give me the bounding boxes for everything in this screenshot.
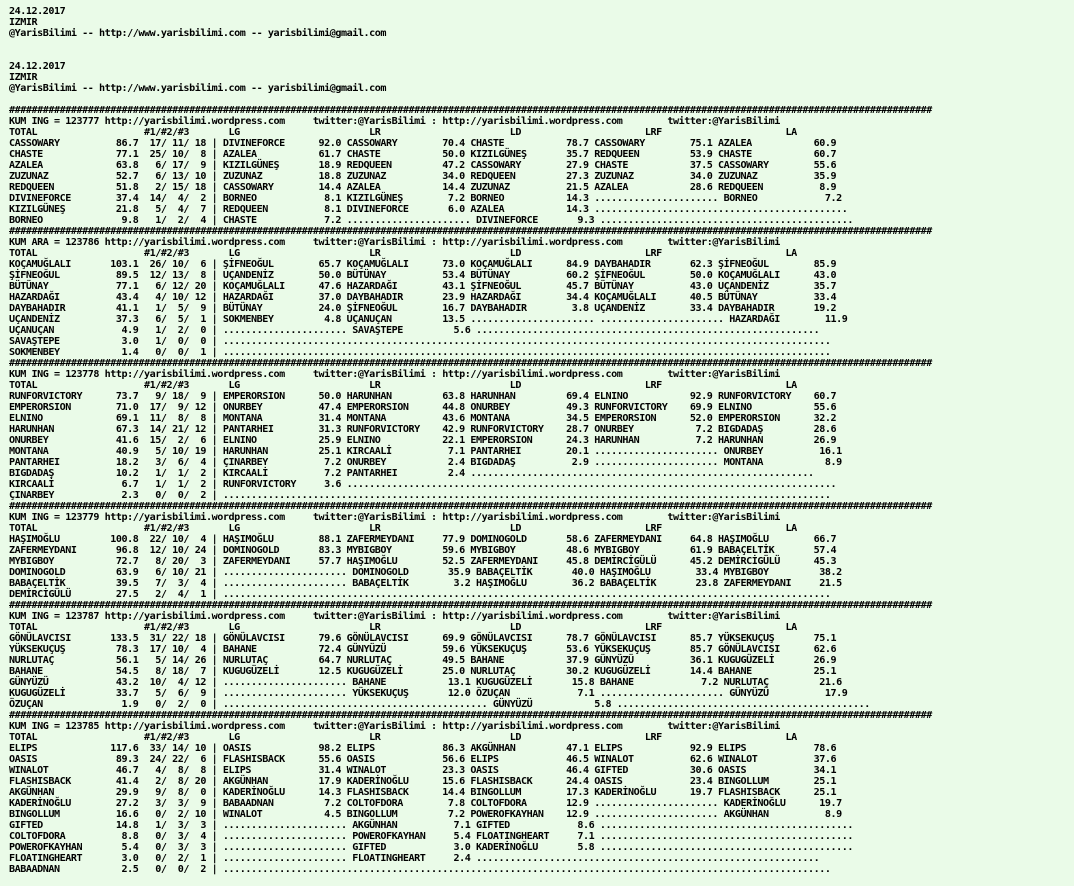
results-row: RUNFORVICTORY 73.7 9/ 18/ 9 | EMPERORSION 50.0 HARUNHAN 63.8 HARUNHAN 69.4 ELNINO 92.9 RUNFORVICTORY 60.7 — [9, 391, 837, 402]
results-row: KIZILGÜNEŞ 21.8 5/ 4/ 7 | REDQUEEN 8.1 DIVINEFORCE 6.0 AZALEA 14.3 ............................................. — [9, 204, 848, 215]
text-line: 24.12.2017 — [9, 61, 66, 72]
results-row: ELNINO 69.1 11/ 8/ 8 | MONTANA 31.4 MONTANA 43.6 MONTANA 34.5 EMPERORSION 52.0 EMPERORSION 32.2 — [9, 413, 837, 424]
results-row: PANTARHEI 18.2 3/ 6/ 4 | ÇINARBEY 7.2 ONURBEY 2.4 BIGDADAŞ 2.9 ...................... MONTANA 8.9 — [9, 457, 842, 468]
text-line: @YarisBilimi -- http://www.yarisbilimi.com -- yarisbilimi@gmail.com — [9, 83, 387, 94]
results-row: DAYBAHADIR 41.1 1/ 5/ 9 | BÜTÜNAY 24.0 ŞİFNEOĞUL 16.7 DAYBAHADIR 3.8 UÇANDENİZ 33.4 DAYBAHADIR 19.2 — [9, 303, 837, 314]
results-row: BIGDADAŞ 10.2 1/ 1/ 2 | KIRCAALİ 7.2 PANTARHEI 2.4 ............................................................. — [9, 468, 814, 479]
column-header-line: TOTAL #1/#2/#3 LG LR LD LRF LA — [9, 380, 797, 391]
results-row: BÜTÜNAY 77.1 6/ 12/ 20 | KOÇAMUĞLALI 47.6 HAZARDAĞI 43.1 ŞİFNEOĞUL 45.7 BÜTÜNAY 43.0 UÇANDENİZ 35.7 — [9, 281, 837, 292]
results-row: HAZARDAĞI 43.4 4/ 10/ 12 | HAZARDAĞI 37.0 DAYBAHADIR 23.9 HAZARDAĞI 34.4 KOÇAMUĞLALI 40.5 BÜTÜNAY 33.4 — [9, 292, 837, 303]
results-row: NURLUTAÇ 56.1 5/ 14/ 26 | NURLUTAÇ 64.7 NURLUTAÇ 49.5 BAHANE 37.9 GÜNYÜZÜ 36.1 KUGUGÜZELİ 26.9 — [9, 655, 837, 666]
results-row: CASSOWARY 86.7 17/ 11/ 18 | DIVINEFORCE 92.0 CASSOWARY 70.4 CHASTE 78.7 CASSOWARY 75.1 AZALEA 60.9 — [9, 138, 837, 149]
race-header-line: KUM ING = 123785 http://yarisbilimi.wordpress.com twitter:@YarisBilimi : http://yarisbilimi.wordpress.com twitter:@YarisBilimi — [9, 721, 780, 732]
separator-line: #################################################################################################################################################################### — [9, 226, 932, 237]
results-row: FLOATINGHEART 3.0 0/ 2/ 1 | ...................... FLOATINGHEART 2.4 ............................................................. — [9, 853, 820, 864]
results-row: GÖNÜLAVCISI 133.5 31/ 22/ 18 | GÖNÜLAVCISI 79.6 GÖNÜLAVCISI 69.9 GÖNÜLAVCISI 78.7 GÖNÜLAVCISI 85.7 YÜKSEKUÇUŞ 75.1 — [9, 633, 837, 644]
results-row: DIVINEFORCE 37.4 14/ 4/ 2 | BORNEO 8.1 KIZILGÜNEŞ 7.2 BORNEO 14.3 ...................... BORNEO 7.2 — [9, 193, 842, 204]
results-row: COLTOFDORA 8.8 0/ 3/ 4 | ...................... POWEROFKAYHAN 5.4 FLOATINGHEART 7.1 ............................................. — [9, 831, 854, 842]
results-row: MYBIGBOY 72.7 8/ 20/ 3 | ZAFERMEYDANI 57.7 HAŞIMOĞLU 52.5 ZAFERMEYDANI 45.8 DEMİRCİGÜLÜ 45.2 DEMİRCİGÜLÜ 45.3 — [9, 556, 837, 567]
results-row: BAHANE 54.5 8/ 18/ 7 | KUGUGÜZELİ 12.5 KUGUGÜZELİ 25.0 NURLUTAÇ 30.2 KUGUGÜZELİ 14.4 BAHANE 25.1 — [9, 666, 837, 677]
text-line: IZMIR — [9, 72, 38, 83]
results-row: BINGOLLUM 16.6 0/ 2/ 10 | WINALOT 4.5 BINGOLLUM 7.2 POWEROFKAYHAN 12.9 ...................... AKGÜNHAN 8.9 — [9, 809, 842, 820]
column-header-line: TOTAL #1/#2/#3 LG LR LD LRF LA — [9, 523, 797, 534]
blank-line — [9, 50, 1074, 61]
results-row: ÇINARBEY 2.3 0/ 0/ 2 | ............................................................................................................ — [9, 490, 831, 501]
results-row: EMPERORSION 71.0 17/ 9/ 12 | ONURBEY 47.4 EMPERORSION 44.8 ONURBEY 49.3 RUNFORVICTORY 69.9 ELNINO 55.6 — [9, 402, 837, 413]
separator-line: #################################################################################################################################################################### — [9, 600, 932, 611]
results-row: ZUZUNAZ 52.7 6/ 13/ 10 | ZUZUNAZ 18.8 ZUZUNAZ 34.0 REDQUEEN 27.3 ZUZUNAZ 34.0 ZUZUNAZ 35.9 — [9, 171, 837, 182]
results-row: KOÇAMUĞLALI 103.1 26/ 10/ 6 | ŞİFNEOĞUL 65.7 KOÇAMUĞLALI 73.0 KOÇAMUĞLALI 84.9 DAYBAHADIR 62.3 ŞİFNEOĞUL 85.9 — [9, 259, 837, 270]
column-header-line: TOTAL #1/#2/#3 LG LR LD LRF LA — [9, 127, 797, 138]
results-row: ELIPS 117.6 33/ 14/ 10 | OASIS 98.2 ELIPS 86.3 AKGÜNHAN 47.1 ELIPS 92.9 ELIPS 78.6 — [9, 743, 837, 754]
results-row: BORNEO 9.8 1/ 2/ 4 | CHASTE 7.2 ...................... DIVINEFORCE 9.3 ............................................. — [9, 215, 854, 226]
column-header-line: TOTAL #1/#2/#3 LG LR LD LRF LA — [9, 248, 797, 259]
race-header-line: KUM ING = 123777 http://yarisbilimi.wordpress.com twitter:@YarisBilimi : http://yarisbilimi.wordpress.com twitter:@YarisBilimi — [9, 116, 780, 127]
column-header-line: TOTAL #1/#2/#3 LG LR LD LRF LA — [9, 622, 797, 633]
results-row: GIFTED 14.8 1/ 3/ 3 | ...................... AKGÜNHAN 7.1 GIFTED 8.6 ............................................. — [9, 820, 854, 831]
results-row: UÇANDENİZ 37.3 6/ 5/ 1 | SOKMENBEY 4.8 UÇANUÇAN 13.5 ...................... ...................... HAZARDAĞI 11.9 — [9, 314, 848, 325]
results-row: BABAADNAN 2.5 0/ 0/ 2 | ............................................................................................................ — [9, 864, 831, 875]
results-row: DOMINOGOLD 63.9 6/ 10/ 21 | ...................... DOMINOGOLD 35.9 BABAÇELTİK 40.0 HAŞIMOĞLU 33.4 MYBIGBOY 38.2 — [9, 567, 842, 578]
race-header-line: KUM ING = 123779 http://yarisbilimi.wordpress.com twitter:@YarisBilimi : http://yarisbilimi.wordpress.com twitter:@YarisBilimi — [9, 512, 780, 523]
results-row: POWEROFKAYHAN 5.4 0/ 3/ 3 | ...................... GIFTED 3.0 KADERİNOĞLU 5.8 ............................................. — [9, 842, 854, 853]
results-row: AKGÜNHAN 29.9 9/ 8/ 0 | KADERİNOĞLU 14.3 FLASHISBACK 14.4 BINGOLLUM 17.3 KADERİNOĞLU 19.7 FLASHISBACK 25.1 — [9, 787, 837, 798]
blank-line — [9, 94, 1074, 105]
separator-line: #################################################################################################################################################################### — [9, 501, 932, 512]
results-row: BABAÇELTİK 39.5 7/ 3/ 4 | ...................... BABAÇELTİK 3.2 HAŞIMOĞLU 36.2 BABAÇELTİK 23.8 ZAFERMEYDANI 21.5 — [9, 578, 842, 589]
results-row: HAŞIMOĞLU 100.8 22/ 10/ 4 | HAŞIMOĞLU 88.1 ZAFERMEYDANI 77.9 DOMINOGOLD 58.6 ZAFERMEYDANI 64.8 HAŞIMOĞLU 66.7 — [9, 534, 837, 545]
results-row: UÇANUÇAN 4.9 1/ 2/ 0 | ...................... SAVAŞTEPE 5.6 ............................................................. — [9, 325, 820, 336]
results-row: ŞİFNEOĞUL 89.5 12/ 13/ 8 | UÇANDENİZ 50.0 BÜTÜNAY 53.4 BÜTÜNAY 60.2 ŞİFNEOĞUL 50.0 KOÇAMUĞLALI 43.0 — [9, 270, 837, 281]
results-row: ÖZUÇAN 1.9 0/ 2/ 0 | ............................................... GÜNYÜZÜ 5.8 ............................................. — [9, 699, 870, 710]
results-row: WINALOT 46.7 4/ 8/ 8 | ELIPS 31.4 WINALOT 23.3 OASIS 46.4 GIFTED 30.6 OASIS 34.1 — [9, 765, 837, 776]
results-row: REDQUEEN 51.8 2/ 15/ 18 | CASSOWARY 14.4 AZALEA 14.4 ZUZUNAZ 21.5 AZALEA 28.6 REDQUEEN 8.9 — [9, 182, 837, 193]
results-row: MONTANA 40.9 5/ 10/ 19 | HARUNHAN 25.1 KIRCAALİ 7.1 PANTARHEI 20.1 ...................... ONURBEY 16.1 — [9, 446, 842, 457]
text-line: 24.12.2017 — [9, 6, 66, 17]
separator-line: #################################################################################################################################################################### — [9, 358, 932, 369]
race-header-line: KUM ING = 123787 http://yarisbilimi.wordpress.com twitter:@YarisBilimi : http://yarisbilimi.wordpress.com twitter:@YarisBilimi — [9, 611, 780, 622]
results-row: YÜKSEKUÇUŞ 78.3 17/ 10/ 4 | BAHANE 72.4 GÜNYÜZÜ 59.6 YÜKSEKUÇUŞ 53.6 YÜKSEKUÇUŞ 85.7 GÖNÜLAVCISI 62.6 — [9, 644, 837, 655]
results-row: CHASTE 77.1 25/ 10/ 8 | AZALEA 61.7 CHASTE 50.0 KIZILGÜNEŞ 35.7 REDQUEEN 53.9 CHASTE 60.7 — [9, 149, 837, 160]
results-row: DEMİRCİGÜLÜ 27.5 2/ 4/ 1 | ............................................................................................................ — [9, 589, 831, 600]
results-row: ONURBEY 41.6 15/ 2/ 6 | ELNINO 25.9 ELNINO 22.1 EMPERORSION 24.3 HARUNHAN 7.2 HARUNHAN 26.9 — [9, 435, 837, 446]
blank-line — [9, 39, 1074, 50]
separator-line: #################################################################################################################################################################### — [9, 105, 932, 116]
text-line: @YarisBilimi -- http://www.yarisbilimi.com -- yarisbilimi@gmail.com — [9, 28, 387, 39]
results-row: OASIS 89.3 24/ 22/ 6 | FLASHISBACK 55.6 OASIS 56.6 ELIPS 46.5 WINALOT 62.6 WINALOT 37.6 — [9, 754, 837, 765]
results-row: KIRCAALİ 6.7 1/ 1/ 2 | RUNFORVICTORY 3.6 ....................................................................................... — [9, 479, 837, 490]
race-header-line: KUM ING = 123778 http://yarisbilimi.wordpress.com twitter:@YarisBilimi : http://yarisbilimi.wordpress.com twitter:@YarisBilimi — [9, 369, 780, 380]
results-row: SAVAŞTEPE 3.0 1/ 0/ 0 | ............................................................................................................ — [9, 336, 831, 347]
results-row: GÜNYÜZÜ 43.2 10/ 4/ 12 | ...................... BAHANE 13.1 KUGUGÜZELİ 15.8 BAHANE 7.2 NURLUTAÇ 21.6 — [9, 677, 842, 688]
results-row: SOKMENBEY 1.4 0/ 0/ 1 | ............................................................................................................ — [9, 347, 831, 358]
results-row: HARUNHAN 67.3 14/ 21/ 12 | PANTARHEI 31.3 RUNFORVICTORY 42.9 RUNFORVICTORY 28.7 ONURBEY 7.2 BIGDADAŞ 28.6 — [9, 424, 837, 435]
results-row: KADERİNOĞLU 27.2 3/ 3/ 9 | BABAADNAN 7.2 COLTOFDORA 7.8 COLTOFDORA 12.9 ...................... KADERİNOĞLU 19.7 — [9, 798, 842, 809]
race-header-line: KUM ARA = 123786 http://yarisbilimi.wordpress.com twitter:@YarisBilimi : http://yarisbilimi.wordpress.com twitter:@YarisBilimi — [9, 237, 780, 248]
results-row: FLASHISBACK 41.4 2/ 8/ 20 | AKGÜNHAN 17.9 KADERİNOĞLU 15.6 FLASHISBACK 24.4 OASIS 23.4 BINGOLLUM 25.1 — [9, 776, 837, 787]
results-row: KUGUGÜZELİ 33.7 5/ 6/ 9 | ...................... YÜKSEKUÇUŞ 12.0 ÖZUÇAN 7.1 ...................... GÜNYÜZÜ 17.9 — [9, 688, 848, 699]
results-row: AZALEA 63.8 6/ 17/ 9 | KIZILGÜNEŞ 18.9 REDQUEEN 47.2 CASSOWARY 27.9 CHASTE 37.5 CASSOWARY 55.6 — [9, 160, 837, 171]
column-header-line: TOTAL #1/#2/#3 LG LR LD LRF LA — [9, 732, 797, 743]
results-row: ZAFERMEYDANI 96.8 12/ 10/ 24 | DOMINOGOLD 83.3 MYBIGBOY 59.6 MYBIGBOY 48.6 MYBIGBOY 61.9 BABAÇELTİK 57.4 — [9, 545, 837, 556]
text-line: IZMIR — [9, 17, 38, 28]
separator-line: #################################################################################################################################################################### — [9, 710, 932, 721]
